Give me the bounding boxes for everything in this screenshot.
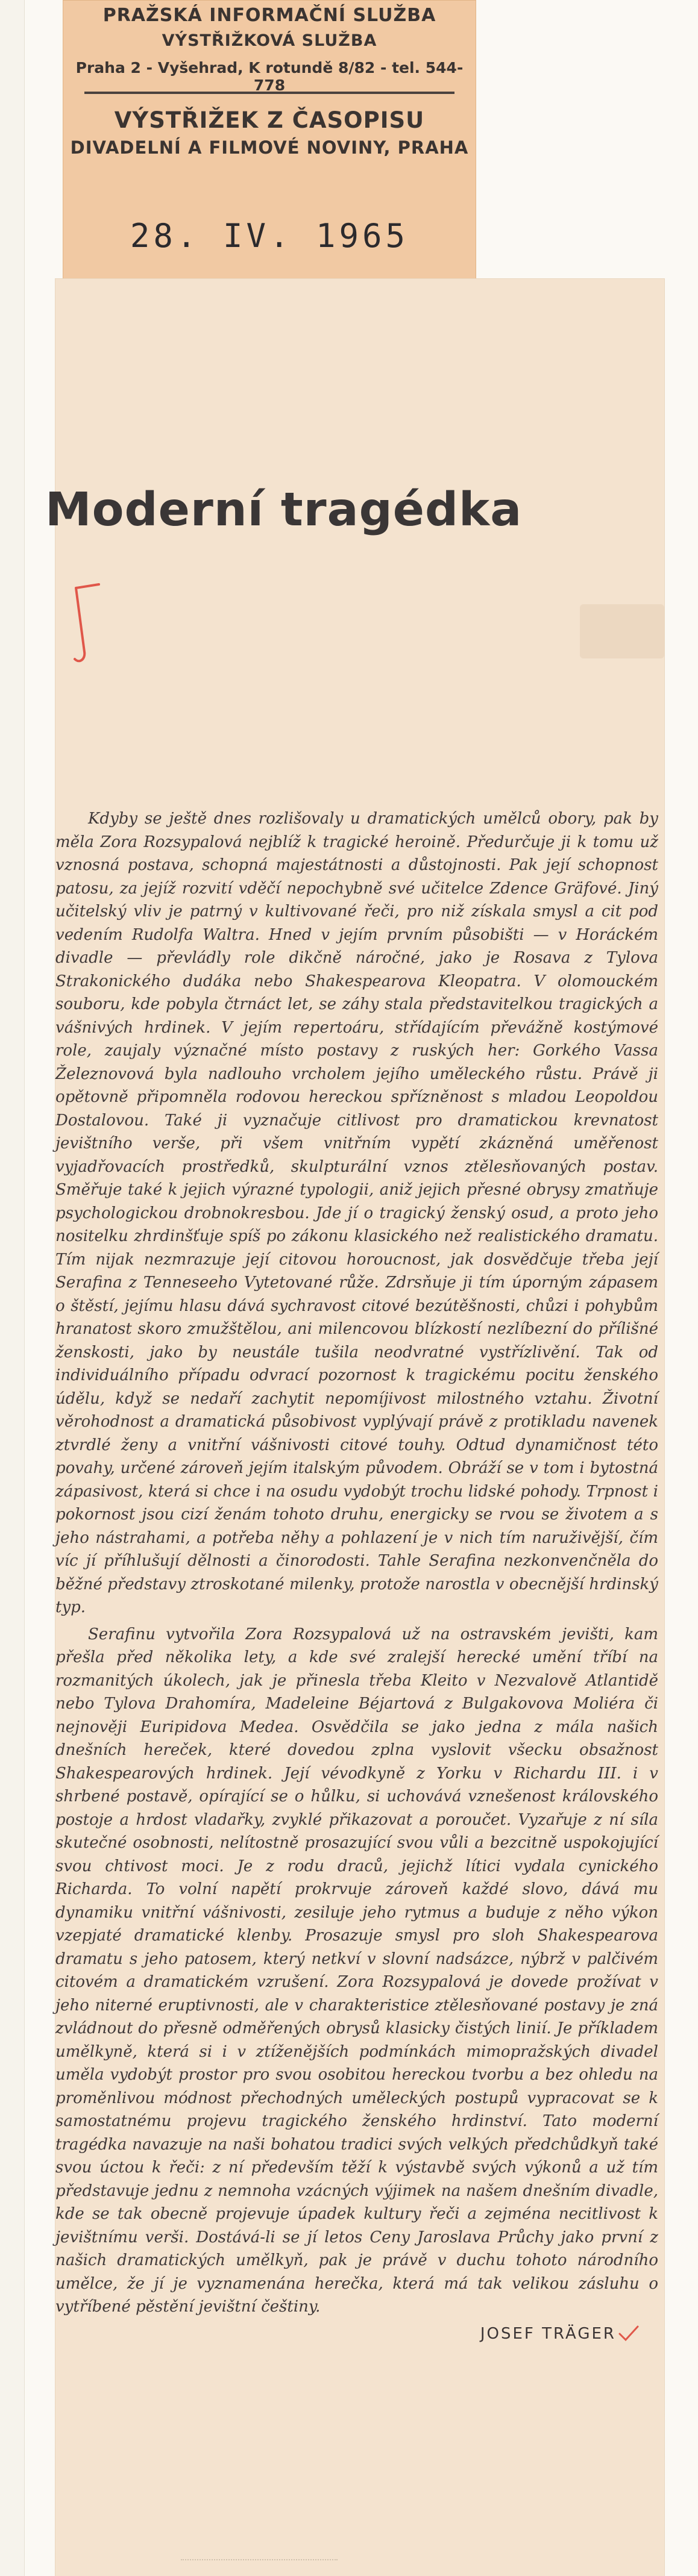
- author-name: JOSEF TRÄGER: [480, 2324, 616, 2343]
- clipping-date: 28. IV. 1965: [130, 217, 409, 255]
- article-headline: Moderní tragédka: [45, 483, 523, 537]
- archive-sheet-margin: [0, 0, 25, 2576]
- agency-service: VÝSTŘIŽKOVÁ SLUŽBA: [162, 31, 377, 50]
- agency-address: Praha 2 - Vyšehrad, K rotundě 8/82 - tel. 544-778: [75, 59, 464, 94]
- clipping-agency-stamp: [63, 0, 476, 279]
- article-paragraph-1: Kdyby se ještě dnes rozlišovaly u dramatických umělců obory, pak by měla Zora Rozsypalová nejblíž k tragické heroině. Předurčuje ji k tomu už vznosná postava, schopná majestátnosti a důstojnosti. Pak její schopnost patosu, za jejíž rozvití vděčí nepochybně své učitelce Zdence Gräfové. Jiný učitelský vliv je patrný v kultivované řeči, pro niž získala smysl a cit pod vedením Rudolfa Waltra. Hned v jejím prvním působišti — v Horáckém divadle — převládly role dikčně náročné, jako je Rosava z Tylova Strakonického dudáka nebo Shakespearova Kleopatra. V olomouckém souboru, kde pobyla čtrnáct let, se záhy stala představitelkou tragických a vášnivých hrdinek. V jejím repertoáru, střídajícím převážně kostýmové role, zaujaly význačné místo postavy z ruských her: Gorkého Vassa Železnovová byla nadlouho vrcholem jejího uměleckého růstu. Právě ji opětovně připomněla rodovou hereckou spřízněnost s mladou Leopoldou Dostalovou. Také ji vyznačuje citlivost pro dramatickou krevnatost jevištního verše, při všem vnitřním vypětí zkázněná uměřenost vyjadřovacích prostředků, skulpturální vznos ztělesňovaných postav. Směřuje také k jejich výrazné typologii, aniž jejich přesné obrysy zmatňuje psychologickou drobnokresbou. Jde jí o tragický ženský osud, a proto jeho nositelku zhrdinšťuje spíš po zákonu klasického než realistického dramatu. Tím nijak nezmrazuje její citovou horoucnost, jak dosvědčuje třeba její Serafina z Tenneseeho Vytetované růže. Zdrsňuje ji tím úporným zápasem o štěstí, jejímu hlasu dává sychravost citové bezútěšnosti, chůzi i pohybům hranatost skoro zmužštělou, ani milencovou blízkostí nezlíbezní do přílišné ženskosti, jako by neustále tušila neodvratné vystřízlivění. Tak od individuálního případu odvrací pozornost k tragickému pocitu ženského údělu, když se nedaří zachytit nepomíjivost milostného vztahu. Životní věrohodnost a dramatická působivost vyplývají právě z protikladu navenek ztvrdlé ženy a vnitřní vášnivosti citové touhy. Odtud dynamičnost této povahy, určené zároveň jejím italským původem. Obráží se v tom i bytostná zápasivost, která si chce i na osudu vydobýt trochu lidské pohody. Trpnost i pokornost jsou cizí ženám tohoto druhu, energicky se rvou se životem a s jeho nástrahami, a potřeba něhy a pohlazení je v nich tím naruživější, čím víc jí příhlušují dělnosti a činorodosti. Tahle Serafina nezkonvenčněla do běžné představy ztroskotané milenky, protože narostla v obecnější hrdinský typ.: [55, 810, 658, 1616]
- clipping-type: VÝSTŘIŽEK Z ČASOPISU: [114, 107, 425, 133]
- bottom-edge-marks: [181, 2559, 338, 2571]
- article-paragraph-2: Serafinu vytvořila Zora Rozsypalová už na ostravském jevišti, kam přešla před několika lety, a kde své zralejší herecké umění tříbí na rozmanitých úkolech, jak je přinesla třeba Kleito v Nezvalově Atlantidě nebo Tylova Drahomíra, Madeleine Béjartová z Bulgakovova Moliéra či nejnověji Euripidova Medea. Osvědčila se jako jedna z mála našich dnešních hereček, které dovedou zplna vyslovit všecku obsažnost Shakespearových hrdinek. Její vévodkyně z Yorku v Richardu III. i v shrbené postavě, opírající se o hůlku, si uchovává vznešenost královského postoje a hrdost vladařky, zvyklé přikazovat a poroučet. Vyzařuje z ní síla skutečné osobnosti, nelítostně prosazující svou vůli a bezcitně uspokojující svou chtivost moci. Je z rodu draců, jejichž lítici vydala cynického Richarda. To volní napětí prokrvuje zároveň každé slovo, dává mu dynamiku vnitřní vášnivosti, zesiluje jeho rytmus a buduje z něho výkon vzepjaté dramatické klenby. Prosazuje smysl pro sloh Shakespearova dramatu s jeho patosem, který netkví v slovní nadsázce, nýbrž v palčivém citovém a dramatickém vzrušení. Zora Rozsypalová je dovede prožívat v jeho niterné eruptivnosti, ale v charakteristice ztělesňované postavy je zná zvládnout do přesně odměřených obrysů klasicky čistých linií. Je příkladem umělkyně, která si i v ztíženějších podmínkách mimopražských divadel uměla vydobýt prostor pro svou osobitou hereckou tvorbu a bez ohledu na proměnlivou módnost přechodných uměleckých postupů vypracovat se k samostatnému projevu tragického ženského hrdinství. Tato moderní tragédka navazuje na naši bohatou tradici svých velkých předchůdkyň také svou úctou k řeči: z ní především těží k výstavbě svých výkonů a už tím představuje jednu z nemnoha vzácných výjimek na našem dnešním divadle, kde se tak obecně projevuje úpadek kultury řeči a zejména necitlivost k jevištnímu verši. Dostává-li se jí letos Ceny Jaroslava Průchy jako první z našich dramatických umělkyň, pak je právě v duchu tohoto národního umělce, že jí je vyznamenána herečka, která má tak velikou zásluhu o vytříbené pěstění jevištní češtiny.: [55, 1625, 658, 2316]
- source-publication: DIVADELNÍ A FILMOVÉ NOVINY, PRAHA: [70, 137, 469, 158]
- byline: [55, 2322, 658, 2346]
- show-through-smudge: [580, 604, 664, 658]
- red-check-mark-icon: [618, 2325, 639, 2342]
- article-body: [55, 807, 658, 2345]
- agency-name: PRAŽSKÁ INFORMAČNÍ SLUŽBA: [102, 5, 436, 26]
- stamp-divider: [84, 92, 454, 94]
- red-pen-mark-icon: [68, 580, 110, 670]
